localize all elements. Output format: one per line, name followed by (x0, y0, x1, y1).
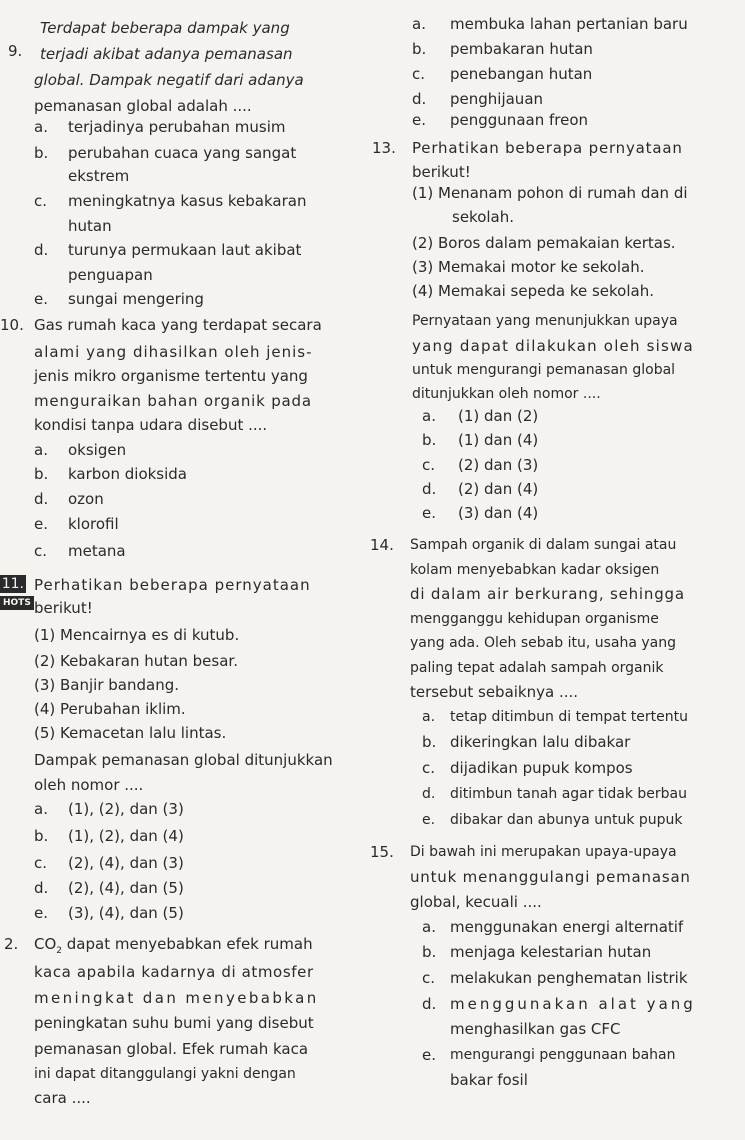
statement: (3) Banjir bandang. (34, 676, 180, 694)
question-number: 9. (8, 42, 23, 60)
question-number: 14. (370, 536, 394, 554)
question-stem: berikut! (412, 163, 471, 181)
question-text: Pernyataan yang menunjukkan upaya (412, 313, 678, 329)
statement: (2) Kebakaran hutan besar. (34, 652, 238, 670)
option-letter: a. (34, 441, 48, 459)
question-number: 15. (370, 843, 394, 861)
question-text: untuk mengurangi pemanasan global (412, 362, 676, 378)
option-text: (1) dan (4) (458, 431, 539, 449)
statement: (4) Perubahan iklim. (34, 700, 186, 718)
statement: (2) Boros dalam pemakaian kertas. (412, 234, 676, 252)
co2-subscript: 2 (56, 946, 63, 956)
question-stem: paling tepat adalah sampah organik (410, 660, 664, 676)
option-letter: c. (422, 759, 436, 777)
option-letter: b. (34, 827, 49, 845)
question-text: ditunjukkan oleh nomor .... (412, 386, 601, 402)
question-stem: tersebut sebaiknya .... (410, 683, 579, 701)
option-text-cont: penguapan (68, 266, 153, 284)
option-text: perubahan cuaca yang sangat (68, 144, 297, 162)
option-text: menggunakan energi alternatif (450, 918, 684, 936)
option-text: turunya permukaan laut akibat (68, 241, 302, 259)
question-stem: $CO_2$ dapat menyebabkan efek rumah (34, 935, 313, 956)
option-text: menjaga kelestarian hutan (450, 943, 652, 961)
option-letter: e. (412, 111, 426, 129)
option-letter: c. (422, 969, 436, 987)
question-stem: kaca apabila kadarnya di atmosfer (34, 963, 314, 981)
option-text-cont: menghasilkan gas CFC (450, 1020, 621, 1038)
statement: (1) Menanam pohon di rumah dan di (412, 184, 688, 202)
question-stem: global. Dampak negatif dari adanya (34, 71, 304, 89)
option-text: (2) dan (4) (458, 480, 539, 498)
option-text: klorofil (68, 515, 119, 533)
option-text: (2), (4), dan (3) (68, 854, 184, 872)
option-text: penggunaan freon (450, 111, 589, 129)
question-stem: mengganggu kehidupan organisme (410, 611, 659, 627)
option-letter: a. (422, 407, 436, 425)
question-stem: menguraikan bahan organik pada (34, 392, 312, 410)
option-letter: d. (422, 480, 437, 498)
question-stem: Sampah organik di dalam sungai atau (410, 537, 677, 553)
question-stem: Terdapat beberapa dampak yang (40, 19, 290, 37)
question-text: yang dapat dilakukan oleh siswa (412, 337, 694, 355)
option-text: menggunakan alat yang (450, 995, 696, 1013)
option-letter: e. (422, 812, 436, 828)
question-stem: pemanasan global. Efek rumah kaca (34, 1040, 309, 1058)
statement: (1) Mencairnya es di kutub. (34, 626, 240, 644)
option-letter: b. (422, 943, 437, 961)
option-text: meningkatnya kasus kebakaran (68, 192, 307, 210)
question-number: 13. (372, 139, 396, 157)
option-text: terjadinya perubahan musim (68, 118, 286, 136)
option-letter: d. (422, 995, 437, 1013)
question-stem: global, kecuali .... (410, 893, 542, 911)
question-stem: terjadi akibat adanya pemanasan (40, 45, 293, 63)
question-number: 2. (4, 935, 19, 953)
question-stem: alami yang dihasilkan oleh jenis- (34, 343, 313, 361)
option-letter: b. (34, 465, 49, 483)
question-stem: kondisi tanpa udara disebut .... (34, 416, 268, 434)
question-stem: Gas rumah kaca yang terdapat secara (34, 316, 322, 334)
statement: (5) Kemacetan lalu lintas. (34, 724, 227, 742)
option-letter: e. (34, 904, 48, 922)
option-letter: c. (34, 192, 48, 210)
option-letter: b. (34, 144, 49, 162)
question-stem: ini dapat ditanggulangi yakni dengan (34, 1066, 296, 1082)
option-text-cont: bakar fosil (450, 1071, 528, 1089)
option-text: pembakaran hutan (450, 40, 593, 58)
option-text: metana (68, 542, 126, 560)
option-text-cont: ekstrem (68, 167, 130, 185)
question-stem: untuk menanggulangi pemanasan (410, 868, 691, 886)
option-letter: d. (34, 879, 49, 897)
option-letter: c. (422, 456, 436, 474)
option-letter: d. (34, 241, 49, 259)
option-text: penebangan hutan (450, 65, 593, 83)
option-letter: c. (34, 542, 48, 560)
question-text: oleh nomor .... (34, 776, 144, 794)
question-stem: meningkat dan menyebabkan (34, 989, 319, 1007)
option-letter: a. (34, 118, 48, 136)
question-stem: berikut! (34, 599, 93, 617)
option-letter: b. (412, 40, 427, 58)
option-text: dibakar dan abunya untuk pupuk (450, 812, 683, 828)
option-letter: b. (422, 431, 437, 449)
option-text: membuka lahan pertanian baru (450, 15, 688, 33)
question-stem: Perhatikan beberapa pernyataan (34, 576, 311, 594)
question-stem: Perhatikan beberapa pernyataan (412, 139, 683, 157)
question-stem: peningkatan suhu bumi yang disebut (34, 1014, 314, 1032)
question-stem: jenis mikro organisme tertentu yang (34, 367, 308, 385)
option-letter: e. (34, 515, 48, 533)
option-text: (2) dan (3) (458, 456, 539, 474)
option-letter: a. (422, 709, 436, 725)
option-text: penghijauan (450, 90, 544, 108)
statement: (4) Memakai sepeda ke sekolah. (412, 282, 654, 300)
option-letter: a. (422, 918, 436, 936)
option-letter: e. (34, 290, 48, 308)
option-letter: c. (34, 854, 48, 872)
option-text: dikeringkan lalu dibakar (450, 733, 631, 751)
option-letter: a. (34, 800, 48, 818)
option-letter: d. (412, 90, 427, 108)
question-number: 11. (1, 576, 24, 592)
option-text: ozon (68, 490, 104, 508)
option-text: oksigen (68, 441, 127, 459)
option-text: (3) dan (4) (458, 504, 539, 522)
option-letter: d. (34, 490, 49, 508)
option-letter: e. (422, 504, 436, 522)
option-text: melakukan penghematan listrik (450, 969, 688, 987)
option-text: (3), (4), dan (5) (68, 904, 184, 922)
option-text: ditimbun tanah agar tidak berbau (450, 786, 687, 802)
option-text: (2), (4), dan (5) (68, 879, 184, 897)
option-letter: a. (412, 15, 426, 33)
question-stem: kolam menyebabkan kadar oksigen (410, 562, 660, 578)
option-text: (1), (2), dan (3) (68, 800, 184, 818)
statement-cont: sekolah. (452, 208, 515, 226)
question-number: 10. (0, 316, 24, 334)
co2-formula: CO (34, 935, 57, 953)
question-stem: di dalam air berkurang, sehingga (410, 585, 685, 603)
question-stem: pemanasan global adalah .... (34, 97, 252, 115)
option-letter: e. (422, 1046, 436, 1064)
option-text: (1), (2), dan (4) (68, 827, 184, 845)
option-text: tetap ditimbun di tempat tertentu (450, 709, 688, 725)
option-letter: c. (412, 65, 426, 83)
statement: (3) Memakai motor ke sekolah. (412, 258, 645, 276)
option-text: mengurangi penggunaan bahan (450, 1047, 676, 1063)
question-stem: yang ada. Oleh sebab itu, usaha yang (410, 635, 676, 651)
option-letter: b. (422, 733, 437, 751)
option-text: (1) dan (2) (458, 407, 539, 425)
hots-badge: HOTS (0, 596, 34, 610)
question-text: Dampak pemanasan global ditunjukkan (34, 751, 333, 769)
option-text: karbon dioksida (68, 465, 188, 483)
option-text: dijadikan pupuk kompos (450, 759, 633, 777)
question-stem: Di bawah ini merupakan upaya-upaya (410, 844, 677, 860)
option-letter: d. (422, 786, 436, 802)
option-text: sungai mengering (68, 290, 204, 308)
question-stem: cara .... (34, 1089, 91, 1107)
option-text-cont: hutan (68, 217, 112, 235)
